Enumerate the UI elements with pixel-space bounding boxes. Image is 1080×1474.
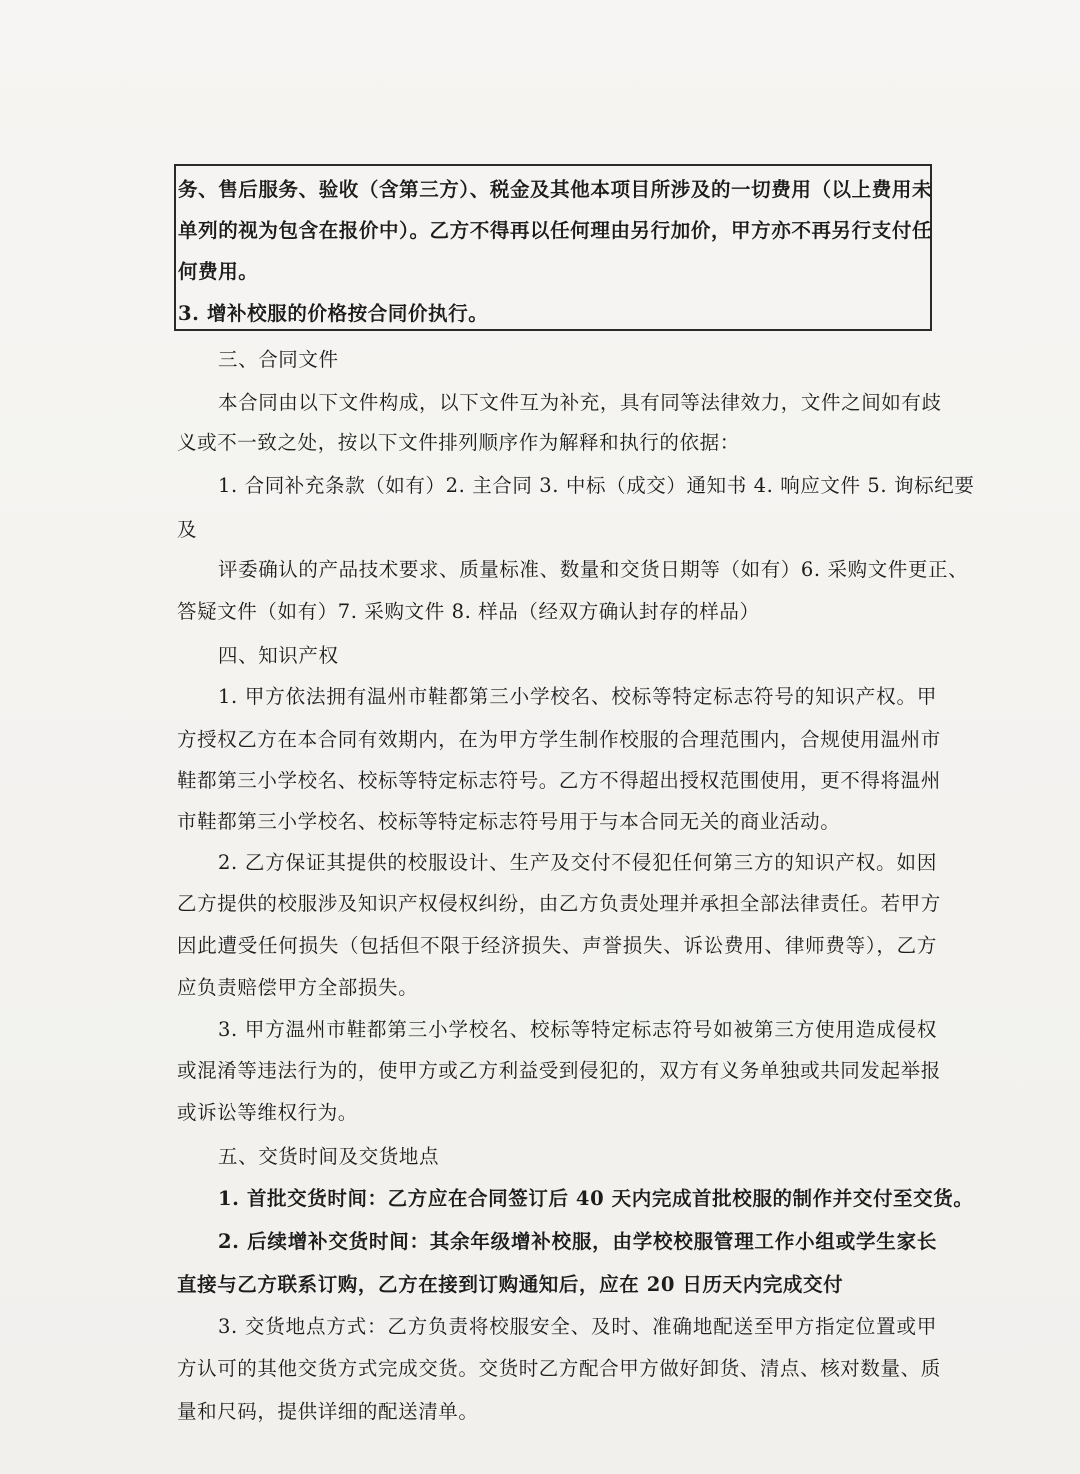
section-5-item-3-line-3: 量和尺码，提供详细的配送清单。 xyxy=(177,1400,479,1423)
section-5-item-2-line-1: 2. 后续增补交货时间：其余年级增补校服，由学校校服管理工作小组或学生家长 xyxy=(218,1230,937,1253)
section-4-item-2-line-3: 因此遭受任何损失（包括但不限于经济损失、声誉损失、诉讼费用、律师费等），乙方 xyxy=(177,934,937,957)
section-4-item-2-line-4: 应负责赔偿甲方全部损失。 xyxy=(177,976,419,999)
section-4-item-1-line-2: 方授权乙方在本合同有效期内，在为甲方学生制作校服的合理范围内，合规使用温州市 xyxy=(177,728,941,751)
section-3-p2-line-2: 及 xyxy=(177,518,198,541)
box-line-3: 何费用。 xyxy=(178,260,259,283)
section-4-item-1-line-4: 市鞋都第三小学校名、校标等特定标志符号用于与本合同无关的商业活动。 xyxy=(177,810,841,833)
section-3-p3-line-2: 答疑文件（如有）7. 采购文件 8. 样品（经双方确认封存的样品） xyxy=(177,600,760,623)
section-5-item-3-line-2: 方认可的其他交货方式完成交货。交货时乙方配合甲方做好卸货、清点、核对数量、质 xyxy=(177,1357,941,1380)
section-4-item-1-line-1: 1. 甲方依法拥有温州市鞋都第三小学校名、校标等特定标志符号的知识产权。甲 xyxy=(218,685,937,708)
section-5-item-2-line-2: 直接与乙方联系订购，乙方在接到订购通知后，应在 20 日历天内完成交付 xyxy=(177,1273,844,1296)
section-4-item-3-line-1: 3. 甲方温州市鞋都第三小学校名、校标等特定标志符号如被第三方使用造成侵权 xyxy=(218,1018,937,1041)
box-line-4: 3. 增补校服的价格按合同价执行。 xyxy=(178,302,489,325)
section-4-item-3-line-3: 或诉讼等维权行为。 xyxy=(177,1101,358,1124)
section-4-item-2-line-2: 乙方提供的校服涉及知识产权侵权纠纷，由乙方负责处理并承担全部法律责任。若甲方 xyxy=(177,892,941,915)
section-3-p1-line-1: 本合同由以下文件构成，以下文件互为补充，具有同等法律效力，文件之间如有歧 xyxy=(218,391,942,414)
section-3-p1-line-2: 义或不一致之处，按以下文件排列顺序作为解释和执行的依据： xyxy=(177,431,740,454)
section-4-heading: 四、知识产权 xyxy=(218,644,339,667)
section-4-item-1-line-3: 鞋都第三小学校名、校标等特定标志符号。乙方不得超出授权范围使用，更不得将温州 xyxy=(177,769,941,792)
section-3-p3-line-1: 评委确认的产品技术要求、质量标准、数量和交货日期等（如有）6. 采购文件更正、 xyxy=(218,558,969,581)
section-4-item-2-line-1: 2. 乙方保证其提供的校服设计、生产及交付不侵犯任何第三方的知识产权。如因 xyxy=(218,851,937,874)
section-3-p2-line-1: 1. 合同补充条款（如有）2. 主合同 3. 中标（成交）通知书 4. 响应文件 5. 询标纪要 xyxy=(218,474,975,497)
box-line-2: 单列的视为包含在报价中）。乙方不得再以任何理由另行加价，甲方亦不再另行支付任 xyxy=(178,219,933,242)
section-4-item-3-line-2: 或混淆等违法行为的，使甲方或乙方利益受到侵犯的，双方有义务单独或共同发起举报 xyxy=(177,1059,941,1082)
section-5-heading: 五、交货时间及交货地点 xyxy=(218,1145,440,1168)
section-3-heading: 三、合同文件 xyxy=(218,348,339,371)
section-5-item-3-line-1: 3. 交货地点方式：乙方负责将校服安全、及时、准确地配送至甲方指定位置或甲 xyxy=(218,1315,937,1338)
box-line-1: 务、售后服务、验收（含第三方）、税金及其他本项目所涉及的一切费用（以上费用未 xyxy=(178,178,933,201)
section-5-item-1: 1. 首批交货时间：乙方应在合同签订后 40 天内完成首批校服的制作并交付至交货。 xyxy=(218,1187,974,1210)
